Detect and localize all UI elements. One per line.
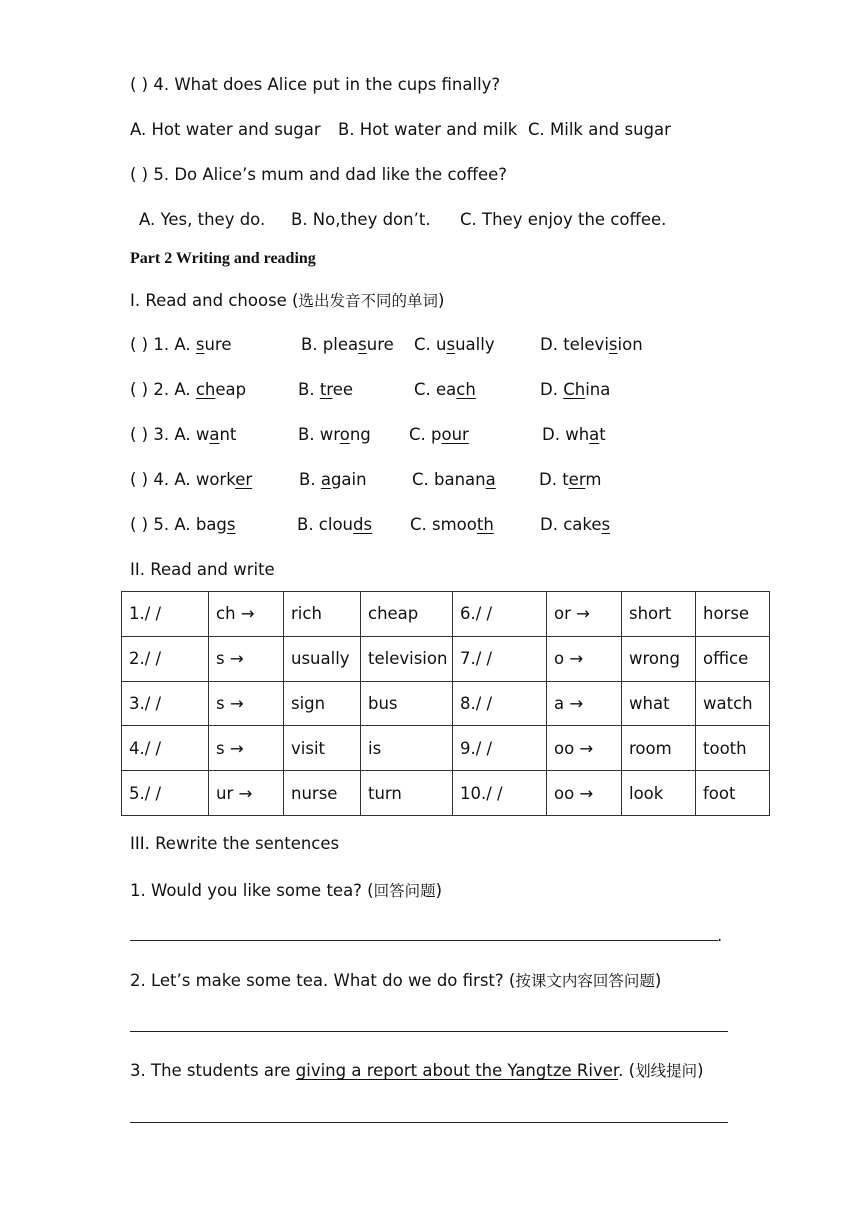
choose-row-1-b [301,335,394,354]
q-label: ( ) 3. A. w [130,425,210,444]
table-row [122,726,770,771]
word-cell: room [622,726,696,771]
underlined-sound: a [485,470,496,489]
table-row [122,636,770,681]
rewrite-item-2 [130,969,661,991]
word-cell: look [622,771,696,816]
word-pre: C. banan [412,470,486,489]
rewrite-text: 1. Would you like some tea? ( [130,881,374,900]
word-cell: television [361,636,453,681]
word-rest: ee [332,380,354,399]
rewrite-text: 3. The students are [130,1061,296,1080]
word-pre: B. [299,470,321,489]
underlined-sound: o [339,425,350,444]
rewrite-end: ) [654,971,662,990]
rewrite-instruction-cn: 划线提问 [635,1062,698,1080]
word-rest: t [599,425,606,444]
word-pre: D. [540,380,564,399]
word-cell: tooth [696,726,770,771]
question-5: ( ) 5. Do Alice’s mum and dad like the coffee? [130,165,508,184]
choose-row-3-c [409,425,469,444]
word-pre: D. cake [540,515,602,534]
choose-row-5-d [540,515,610,534]
word-rest: ure [204,335,232,354]
q-label: ( ) 4. A. work [130,470,236,489]
word-pre: D. wh [542,425,590,444]
choose-row-3-a [130,425,236,444]
answer-blank-2[interactable] [130,1031,728,1032]
word-pre: D. televi [540,335,609,354]
choose-row-4-b [299,470,367,489]
underlined-sound: tr [319,380,333,399]
choose-row-2-d [540,380,610,399]
word-rest: nt [219,425,237,444]
choose-row-1-a [130,335,231,354]
underlined-sound: s [446,335,456,354]
section1-title [130,289,444,311]
answer-cell: 9./ / [453,726,547,771]
question-5-option-c: C. They enjoy the coffee. [460,210,667,229]
word-cell: watch [696,681,770,726]
choose-row-1-c [414,335,495,354]
underlined-sound: a [209,425,220,444]
word-pre: B. plea [301,335,359,354]
choose-row-3-d [542,425,606,444]
section3-title: III. Rewrite the sentences [130,834,340,853]
choose-row-2-a [130,380,246,399]
choose-row-5-b [297,515,372,534]
word-cell: horse [696,592,770,637]
underlined-sound: s [601,515,611,534]
underlined-sound: ds [353,515,373,534]
sound-cell: oo → [547,726,622,771]
question-4-option-a: A. Hot water and sugar [130,120,321,139]
choose-row-2-b [298,380,353,399]
q-label: ( ) 5. A. bag [130,515,227,534]
table-row [122,771,770,816]
word-pre: B. [298,380,320,399]
q-label: ( ) 2. A. [130,380,196,399]
section1-title-en: I. Read and choose ( [130,291,299,310]
word-cell: is [361,726,453,771]
choose-row-5-c [410,515,494,534]
word-rest: ually [455,335,495,354]
question-4: ( ) 4. What does Alice put in the cups finally? [130,75,501,94]
rewrite-end: ) [435,881,443,900]
question-5-option-a: A. Yes, they do. [139,210,266,229]
word-cell: visit [284,726,361,771]
underlined-sound: a [589,425,600,444]
rewrite-text: 2. Let’s make some tea. What do we do first? ( [130,971,516,990]
table-row [122,681,770,726]
section1-title-cn: 选出发音不同的单词 [298,292,439,310]
word-cell: nurse [284,771,361,816]
word-rest: ina [585,380,611,399]
underlined-phrase: giving a report about the Yangtze River [295,1061,619,1080]
answer-cell: 1./ / [122,592,209,637]
word-rest: gain [330,470,367,489]
sound-cell: s → [209,636,284,681]
answer-cell: 10./ / [453,771,547,816]
sound-cell: or → [547,592,622,637]
word-cell: bus [361,681,453,726]
answer-cell: 7./ / [453,636,547,681]
word-pre: B. wr [298,425,340,444]
section1-title-end: ) [438,291,445,310]
word-pre: B. clou [297,515,354,534]
word-rest: eap [215,380,247,399]
underlined-sound: s [226,515,236,534]
word-pre: C. p [409,425,442,444]
read-write-table [121,591,770,816]
question-4-option-c: C. Milk and sugar [528,120,671,139]
underlined-sound: s [358,335,367,354]
answer-cell: 2./ / [122,636,209,681]
word-rest: ion [617,335,643,354]
section2-title: II. Read and write [130,560,275,579]
underlined-sound: s [608,335,618,354]
answer-blank-3[interactable] [130,1122,728,1123]
rewrite-text-post: . ( [618,1061,636,1080]
word-rest: ure [366,335,394,354]
word-pre: C. ea [414,380,457,399]
answer-cell: 6./ / [453,592,547,637]
underlined-sound: our [441,425,469,444]
underlined-sound: th [476,515,494,534]
choose-row-5-a [130,515,236,534]
rewrite-item-1 [130,879,442,901]
answer-cell: 8./ / [453,681,547,726]
word-rest: m [585,470,602,489]
answer-cell: 3./ / [122,681,209,726]
underlined-sound: er [568,470,586,489]
rewrite-item-3 [130,1059,704,1081]
word-pre: C. u [414,335,447,354]
word-cell: turn [361,771,453,816]
choose-row-2-c [414,380,476,399]
choose-row-4-a [130,470,252,489]
underlined-sound: a [320,470,331,489]
answer-blank-1-period: . [717,926,723,945]
sound-cell: o → [547,636,622,681]
answer-cell: 4./ / [122,726,209,771]
question-4-option-b: B. Hot water and milk [338,120,518,139]
word-cell: office [696,636,770,681]
underlined-sound: Ch [563,380,586,399]
word-cell: sign [284,681,361,726]
answer-blank-1[interactable] [130,940,718,941]
rewrite-instruction-cn: 回答问题 [373,882,436,900]
choose-row-3-b [298,425,371,444]
q-label: ( ) 1. A. [130,335,196,354]
question-5-option-b: B. No,they don’t. [291,210,431,229]
sound-cell: s → [209,726,284,771]
word-cell: what [622,681,696,726]
word-pre: D. t [539,470,569,489]
underlined-sound: ch [456,380,476,399]
word-cell: rich [284,592,361,637]
part2-heading: Part 2 Writing and reading [130,250,316,267]
word-cell: wrong [622,636,696,681]
word-cell: cheap [361,592,453,637]
rewrite-instruction-cn: 按课文内容回答问题 [515,972,655,990]
choose-row-1-d [540,335,643,354]
underlined-sound: s [195,335,205,354]
sound-cell: ur → [209,771,284,816]
sound-cell: oo → [547,771,622,816]
word-cell: usually [284,636,361,681]
answer-cell: 5./ / [122,771,209,816]
underlined-sound: er [235,470,253,489]
word-cell: short [622,592,696,637]
word-rest: ng [349,425,371,444]
word-cell: foot [696,771,770,816]
sound-cell: ch → [209,592,284,637]
sound-cell: a → [547,681,622,726]
table-row [122,592,770,637]
choose-row-4-c [412,470,496,489]
sound-cell: s → [209,681,284,726]
rewrite-end: ) [697,1061,704,1080]
choose-row-4-d [539,470,601,489]
underlined-sound: ch [195,380,216,399]
word-pre: C. smoo [410,515,477,534]
